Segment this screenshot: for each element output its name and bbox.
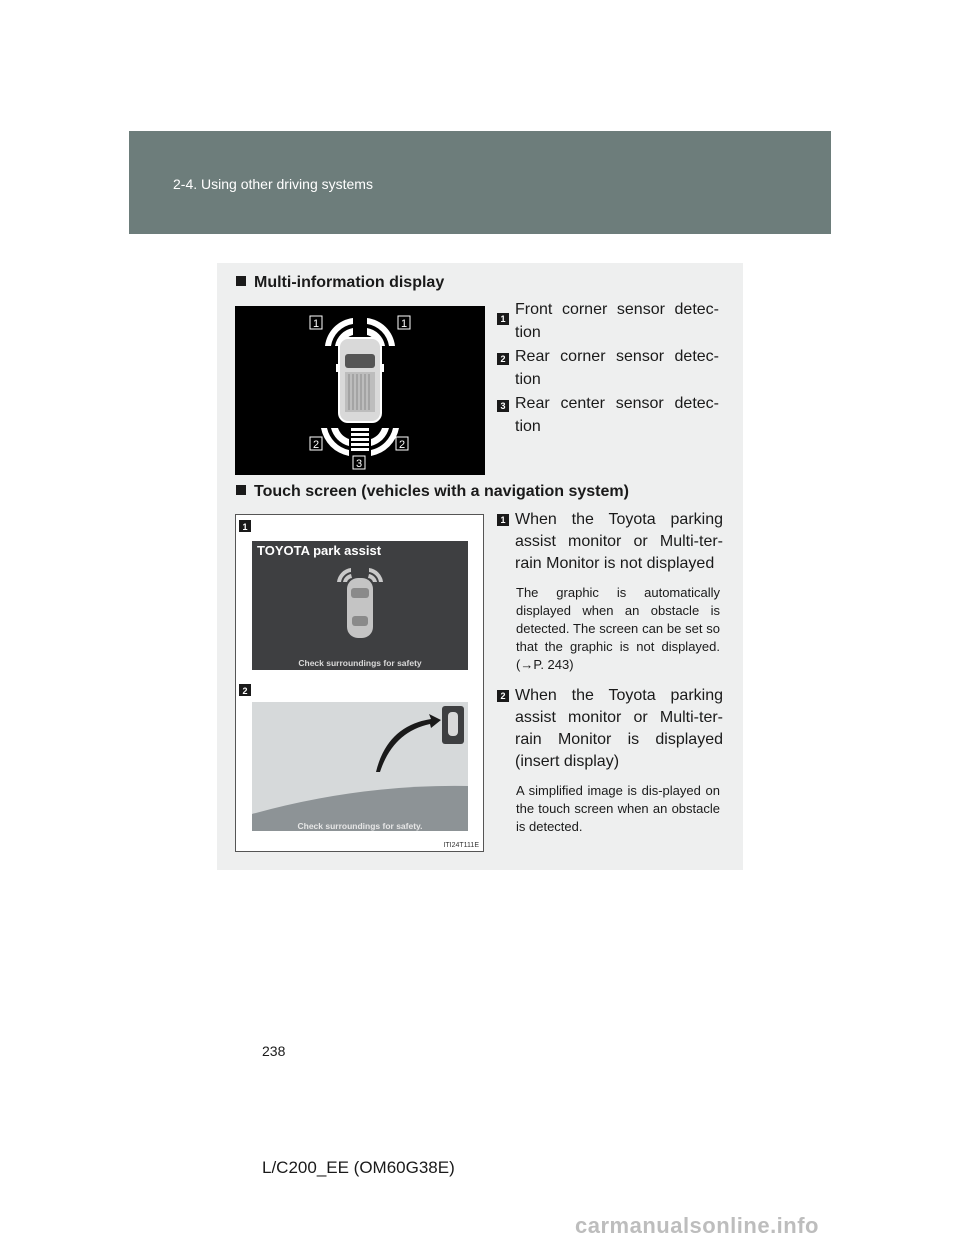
label-rear-left: 2 [312,439,320,451]
item-number-badge: 1 [497,514,509,526]
heading-text: Touch screen (vehicles with a navigation system) [254,483,629,500]
heading-text: Multi-information display [254,274,445,291]
item-rear-center-sensor: Rear center sensor detec-tion [515,395,719,435]
page-header [129,131,831,234]
section-title: 2-4. Using other driving systems [173,176,373,192]
note-monitor-not-displayed: The graphic is automatically displayed when an obstacle is detected. The screen can be set so that the graphic is not displayed. (→P. 243) [516,585,720,672]
touch-screen-figure [235,514,484,852]
item-number-badge: 2 [497,690,509,702]
item-rear-corner-sensor: Rear corner sensor detec-tion [515,348,719,388]
screen-caption-insert: Check surroundings for safety. [297,821,423,831]
item-number-badge: 1 [497,313,509,325]
label-front-left: 1 [312,318,320,330]
figure-code: ITI24T111E [443,842,479,849]
item-monitor-displayed: When the Toyota parking assist monitor or Multi-ter-rain Monitor is displayed (insert display) [515,687,723,770]
page-number: 238 [262,1043,286,1059]
screen-caption: Check surroundings for safety [298,658,422,668]
item-monitor-not-displayed: When the Toyota parking assist monitor or Multi-ter-rain Monitor is not displayed [515,511,723,572]
screen-title: TOYOTA park assist [257,543,382,558]
heading-touch-screen [236,483,629,501]
figure-label-1: 1 [242,522,248,532]
label-front-right: 1 [400,318,408,330]
heading-multi-information-display [236,274,444,292]
note-monitor-displayed: A simplified image is dis-played on the touch screen when an obstacle is detected. [516,783,720,834]
bullet-square-icon [236,485,246,495]
bullet-square-icon [236,276,246,286]
item-front-corner-sensor: Front corner sensor detec-tion [515,301,719,341]
multi-information-display-figure [235,306,485,475]
figure-label-2: 2 [242,686,248,696]
document-id: L/C200_EE (OM60G38E) [262,1158,455,1177]
label-rear-right: 2 [398,439,406,451]
watermark: carmanualsonline.info [575,1213,819,1238]
label-rear-center: 3 [355,458,363,470]
item-number-badge: 3 [497,400,509,412]
item-number-badge: 2 [497,353,509,365]
